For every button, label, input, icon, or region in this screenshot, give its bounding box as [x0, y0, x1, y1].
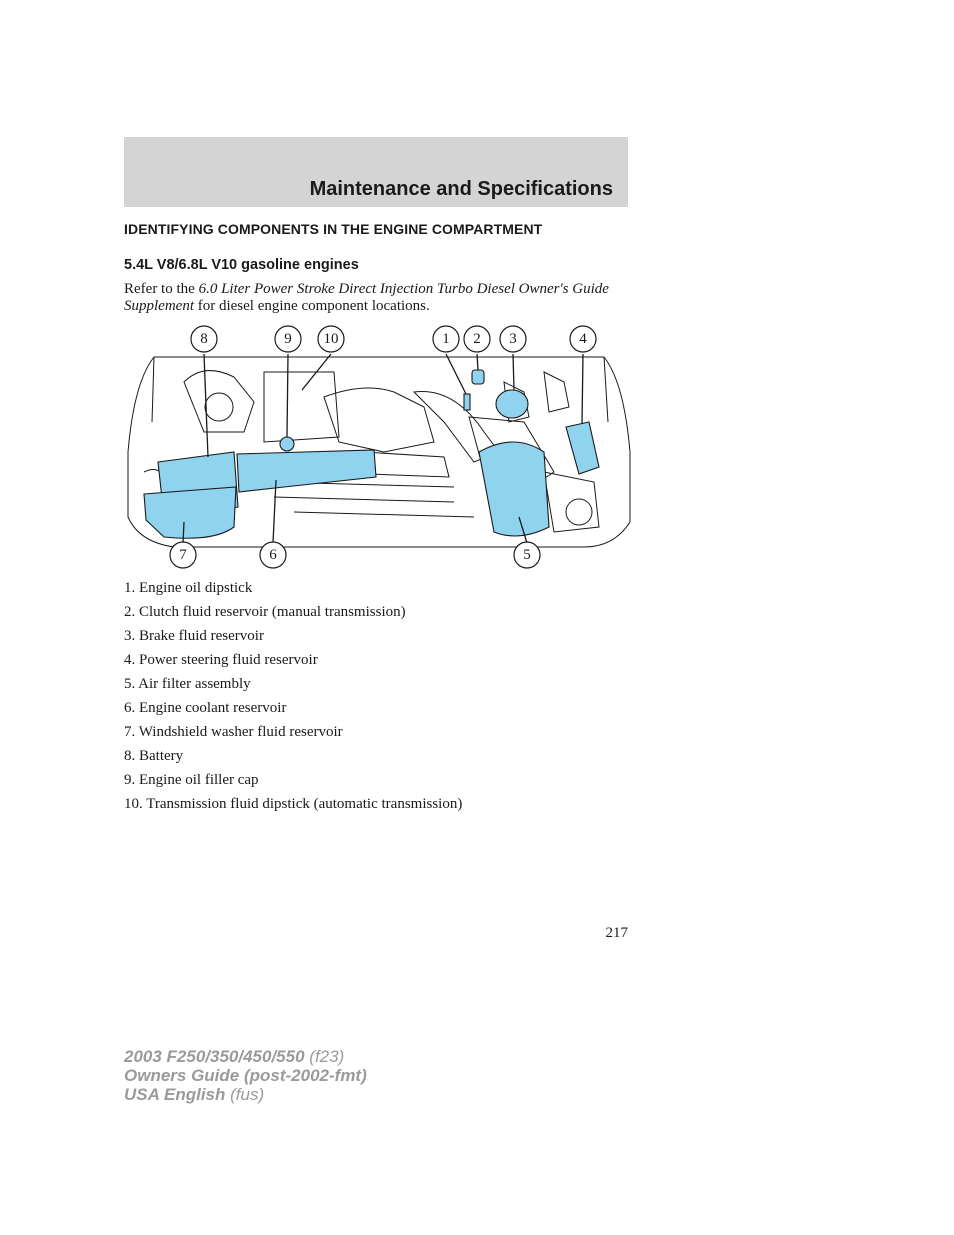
footer-line-3: [124, 1085, 367, 1104]
oil-dipstick-shape: [464, 394, 470, 410]
footer-language: USA English: [124, 1085, 226, 1104]
callout-7: [170, 542, 196, 568]
list-item: 7. Windshield washer fluid reservoir: [124, 724, 343, 740]
list-item: 1. Engine oil dipstick: [124, 580, 253, 596]
page-number: 217: [605, 925, 628, 941]
intro-italic-title: 6.0 Liter Power Stroke Direct Injection Turbo Diesel Owner's Guide Supplement: [124, 281, 609, 314]
list-item: 2. Clutch fluid reservoir (manual transmission): [124, 604, 406, 620]
footer-model: 2003 F250/350/450/550: [124, 1047, 305, 1066]
callout-2: [464, 326, 490, 352]
svg-text:1: 1: [442, 331, 450, 347]
list-item: 10. Transmission fluid dipstick (automatic transmission): [124, 796, 463, 812]
document-footer: [124, 1047, 367, 1104]
footer-language-code: (fus): [225, 1085, 265, 1104]
svg-text:3: 3: [509, 331, 517, 347]
svg-text:8: 8: [200, 331, 208, 347]
power-steering-reservoir-shape: [566, 422, 599, 474]
oil-filler-cap-shape: [280, 437, 294, 451]
callout-8: [191, 326, 217, 352]
intro-suffix: for diesel engine component locations.: [193, 298, 430, 314]
footer-model-code: (f23): [304, 1047, 345, 1066]
section-heading: IDENTIFYING COMPONENTS IN THE ENGINE COMPARTMENT: [124, 221, 543, 237]
callout-1: [433, 326, 459, 352]
engine-compartment-diagram: [124, 322, 634, 574]
list-item: 6. Engine coolant reservoir: [124, 700, 287, 716]
callout-6: [260, 542, 286, 568]
brake-reservoir-shape: [496, 390, 528, 418]
svg-text:4: 4: [579, 331, 587, 347]
svg-text:10: 10: [323, 331, 339, 347]
clutch-reservoir-shape: [472, 370, 484, 384]
page-title: Maintenance and Specifications: [309, 178, 613, 200]
intro-prefix: Refer to the: [124, 281, 199, 297]
callout-3: [500, 326, 526, 352]
list-item: 9. Engine oil filler cap: [124, 772, 259, 788]
callout-9: [275, 326, 301, 352]
callout-5: [514, 542, 540, 568]
coolant-reservoir-shape: [237, 450, 376, 492]
svg-text:7: 7: [179, 547, 187, 563]
svg-text:6: 6: [269, 547, 277, 563]
list-item: 3. Brake fluid reservoir: [124, 628, 264, 644]
list-item: 4. Power steering fluid reservoir: [124, 652, 318, 668]
washer-reservoir-shape: [144, 487, 236, 538]
sub-heading: 5.4L V8/6.8L V10 gasoline engines: [124, 257, 359, 273]
callout-10: [318, 326, 344, 352]
svg-text:9: 9: [284, 331, 292, 347]
list-item: 8. Battery: [124, 748, 184, 764]
intro-paragraph: [124, 281, 628, 315]
component-list: [124, 578, 462, 818]
header-band: [124, 137, 628, 207]
svg-text:5: 5: [523, 547, 531, 563]
air-filter-shape: [479, 442, 549, 536]
footer-line-1: [124, 1047, 367, 1066]
list-item: 5. Air filter assembly: [124, 676, 251, 692]
callout-4: [570, 326, 596, 352]
svg-text:2: 2: [473, 331, 481, 347]
footer-line-2: Owners Guide (post-2002-fmt): [124, 1066, 367, 1085]
